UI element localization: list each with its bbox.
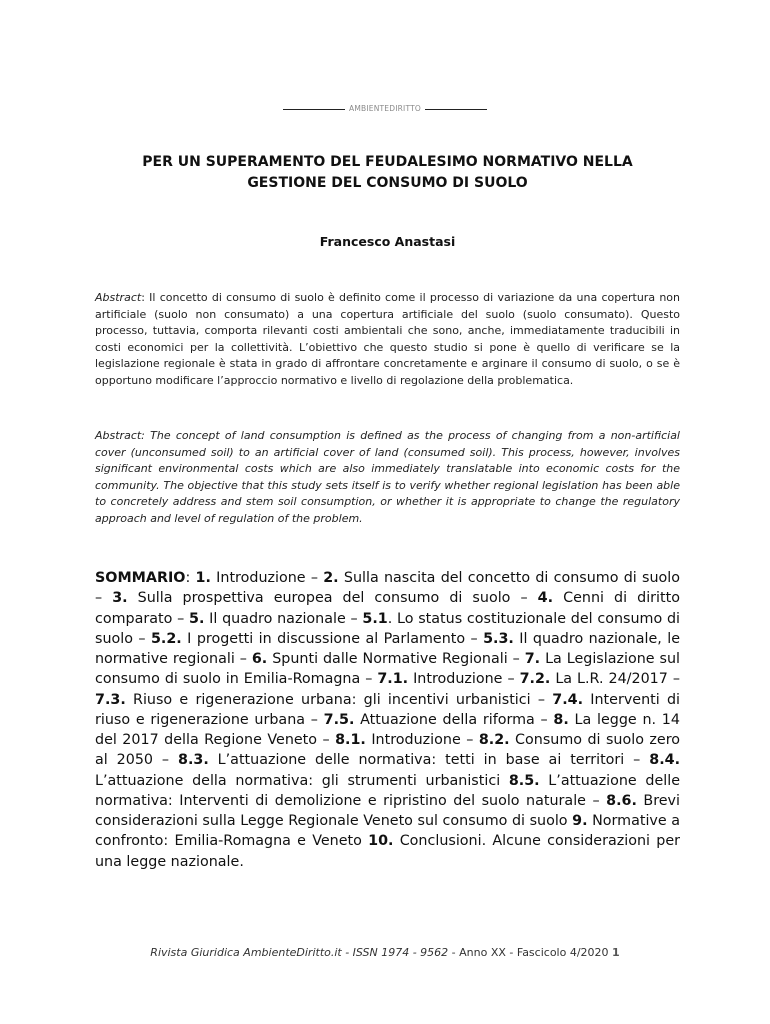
section-number: 8.6.	[606, 792, 637, 809]
section-title: . Lo status costituzionale del consumo di suolo –	[95, 610, 681, 647]
section-title: Il quadro nazionale, le normative regionali –	[95, 630, 680, 667]
section-number: 8.5.	[508, 772, 540, 789]
section-title: Introduzione –	[365, 732, 479, 748]
section-title: Il quadro nazionale –	[204, 610, 363, 627]
section-number: 8.4.	[649, 752, 681, 769]
section-title: Consumo di suolo zero al 2050 –	[95, 732, 681, 769]
section-number: 3.	[112, 590, 128, 607]
section-title: La legge n. 14 del 2017 della Regione Veneto –	[95, 711, 681, 748]
section-title: Cenni di diritto comparato –	[95, 590, 680, 627]
header-rule-left	[283, 109, 345, 110]
section-title: Sulla prospettiva europea del consumo di suolo –	[127, 590, 538, 607]
section-title: Normative a confronto: Emilia-Romagna e Veneto	[95, 813, 680, 850]
section-title: Conclusioni. Alcune considerazioni per una legge nazionale.	[95, 833, 680, 870]
summary-body	[95, 570, 680, 870]
section-number: 8.	[553, 711, 569, 728]
section-number: 1.	[195, 570, 211, 586]
section-number: 9.	[572, 813, 588, 829]
section-number: 7.1.	[377, 671, 409, 688]
section-number: 4.	[537, 590, 554, 607]
section-title: La L.R. 24/2017 –	[550, 671, 680, 688]
author-name: Francesco Anastasi	[319, 234, 456, 249]
section-number: 7.4.	[552, 691, 584, 708]
page-footer	[0, 946, 770, 959]
section-title: L’attuazione delle normativa: tetti in base ai territori –	[208, 752, 650, 769]
title-line-1: PER UN SUPERAMENTO DEL FEUDALESIMO NORMATIVO NELLA	[142, 154, 633, 170]
section-title: Introduzione –	[408, 671, 520, 688]
section-title: Attuazione della riforma –	[354, 711, 554, 728]
section-number: 10.	[368, 833, 394, 850]
summary-label: SOMMARIO	[95, 570, 186, 586]
section-number: 8.2.	[478, 732, 510, 748]
abstract-italian-text: : Il concetto di consumo di suolo è definito come il processo di variazione da una copertura non artificiale (suolo non consumato) a una copertura artificiale del suolo (suolo consumato). Questo processo, tuttavia, comporta rilevanti costi ambientali che sono, anche, immediatamente traducibili in costi economici per la collettività. L’obiettivo che questo studio si pone è quello di verificare se la legislazione regionale è stata in grado di affrontare concretamente e arginare il consumo di suolo, o se è opportuno modificare l’approccio normativo e livello di regolazione della problematica.	[95, 291, 680, 387]
section-number: 5.3.	[483, 630, 514, 647]
section-title: L’attuazione della normativa: gli strumenti urbanistici	[95, 772, 509, 789]
header-text: AMBIENTEDIRITTO	[349, 104, 421, 113]
section-number: 5.1	[362, 610, 388, 627]
journal-name: Rivista Giuridica AmbienteDiritto.it - ISSN 1974 - 9562	[150, 946, 449, 959]
abstract-english: Abstract: The concept of land consumption is defined as the process of changing from a non-artificial cover (unconsumed soil) to an artificial cover of land (consumed soil). This process, however, involves significant environmental costs which are also immediately translatable into economic costs for the community. The objective that this study sets itself is to verify whether regional legislation has been able to concretely address and stem soil consumption, or whether it is appropriate to change the regulatory approach and level of regulation of the problem.	[95, 429, 680, 525]
section-number: 7.	[524, 651, 541, 667]
section-number: 7.3.	[95, 691, 126, 708]
section-title: Sulla nascita del concetto di consumo di suolo –	[95, 570, 680, 607]
section-number: 6.	[251, 651, 268, 667]
section-number: 8.3.	[178, 752, 209, 769]
abstract-label: Abstract	[95, 291, 142, 304]
section-number: 8.1.	[335, 732, 366, 748]
section-title: Riuso e rigenerazione urbana: gli incentivi urbanistici –	[125, 691, 553, 708]
section-number: 5.	[189, 610, 205, 627]
header-rule-right	[425, 109, 487, 110]
section-title: Introduzione –	[210, 570, 324, 586]
issue-info: - Anno XX - Fascicolo 4/2020	[448, 946, 613, 959]
section-title: :	[185, 570, 196, 586]
section-title: L’attuazione delle normativa: Interventi di demolizione e ripristino del suolo naturale –	[95, 772, 680, 809]
section-number: 5.2.	[150, 630, 182, 647]
title-line-2: GESTIONE DEL CONSUMO DI SUOLO	[247, 175, 528, 191]
section-number: 7.2.	[519, 671, 551, 688]
abstract-italian	[95, 290, 680, 389]
section-number: 7.5.	[323, 711, 355, 728]
page-number: 1	[612, 946, 620, 959]
section-title: La Legislazione sul consumo di suolo in Emilia-Romagna –	[95, 651, 680, 688]
section-title: I progetti in discussione al Parlamento –	[181, 630, 484, 647]
running-header	[0, 104, 770, 113]
section-title: Interventi di riuso e rigenerazione urbana –	[95, 691, 681, 728]
section-title: Spunti dalle Normative Regionali –	[267, 651, 525, 667]
table-of-contents	[95, 568, 680, 872]
article-title	[95, 152, 680, 194]
section-title: Brevi considerazioni sulla Legge Regionale Veneto sul consumo di suolo	[95, 792, 680, 829]
section-number: 2.	[323, 570, 339, 586]
